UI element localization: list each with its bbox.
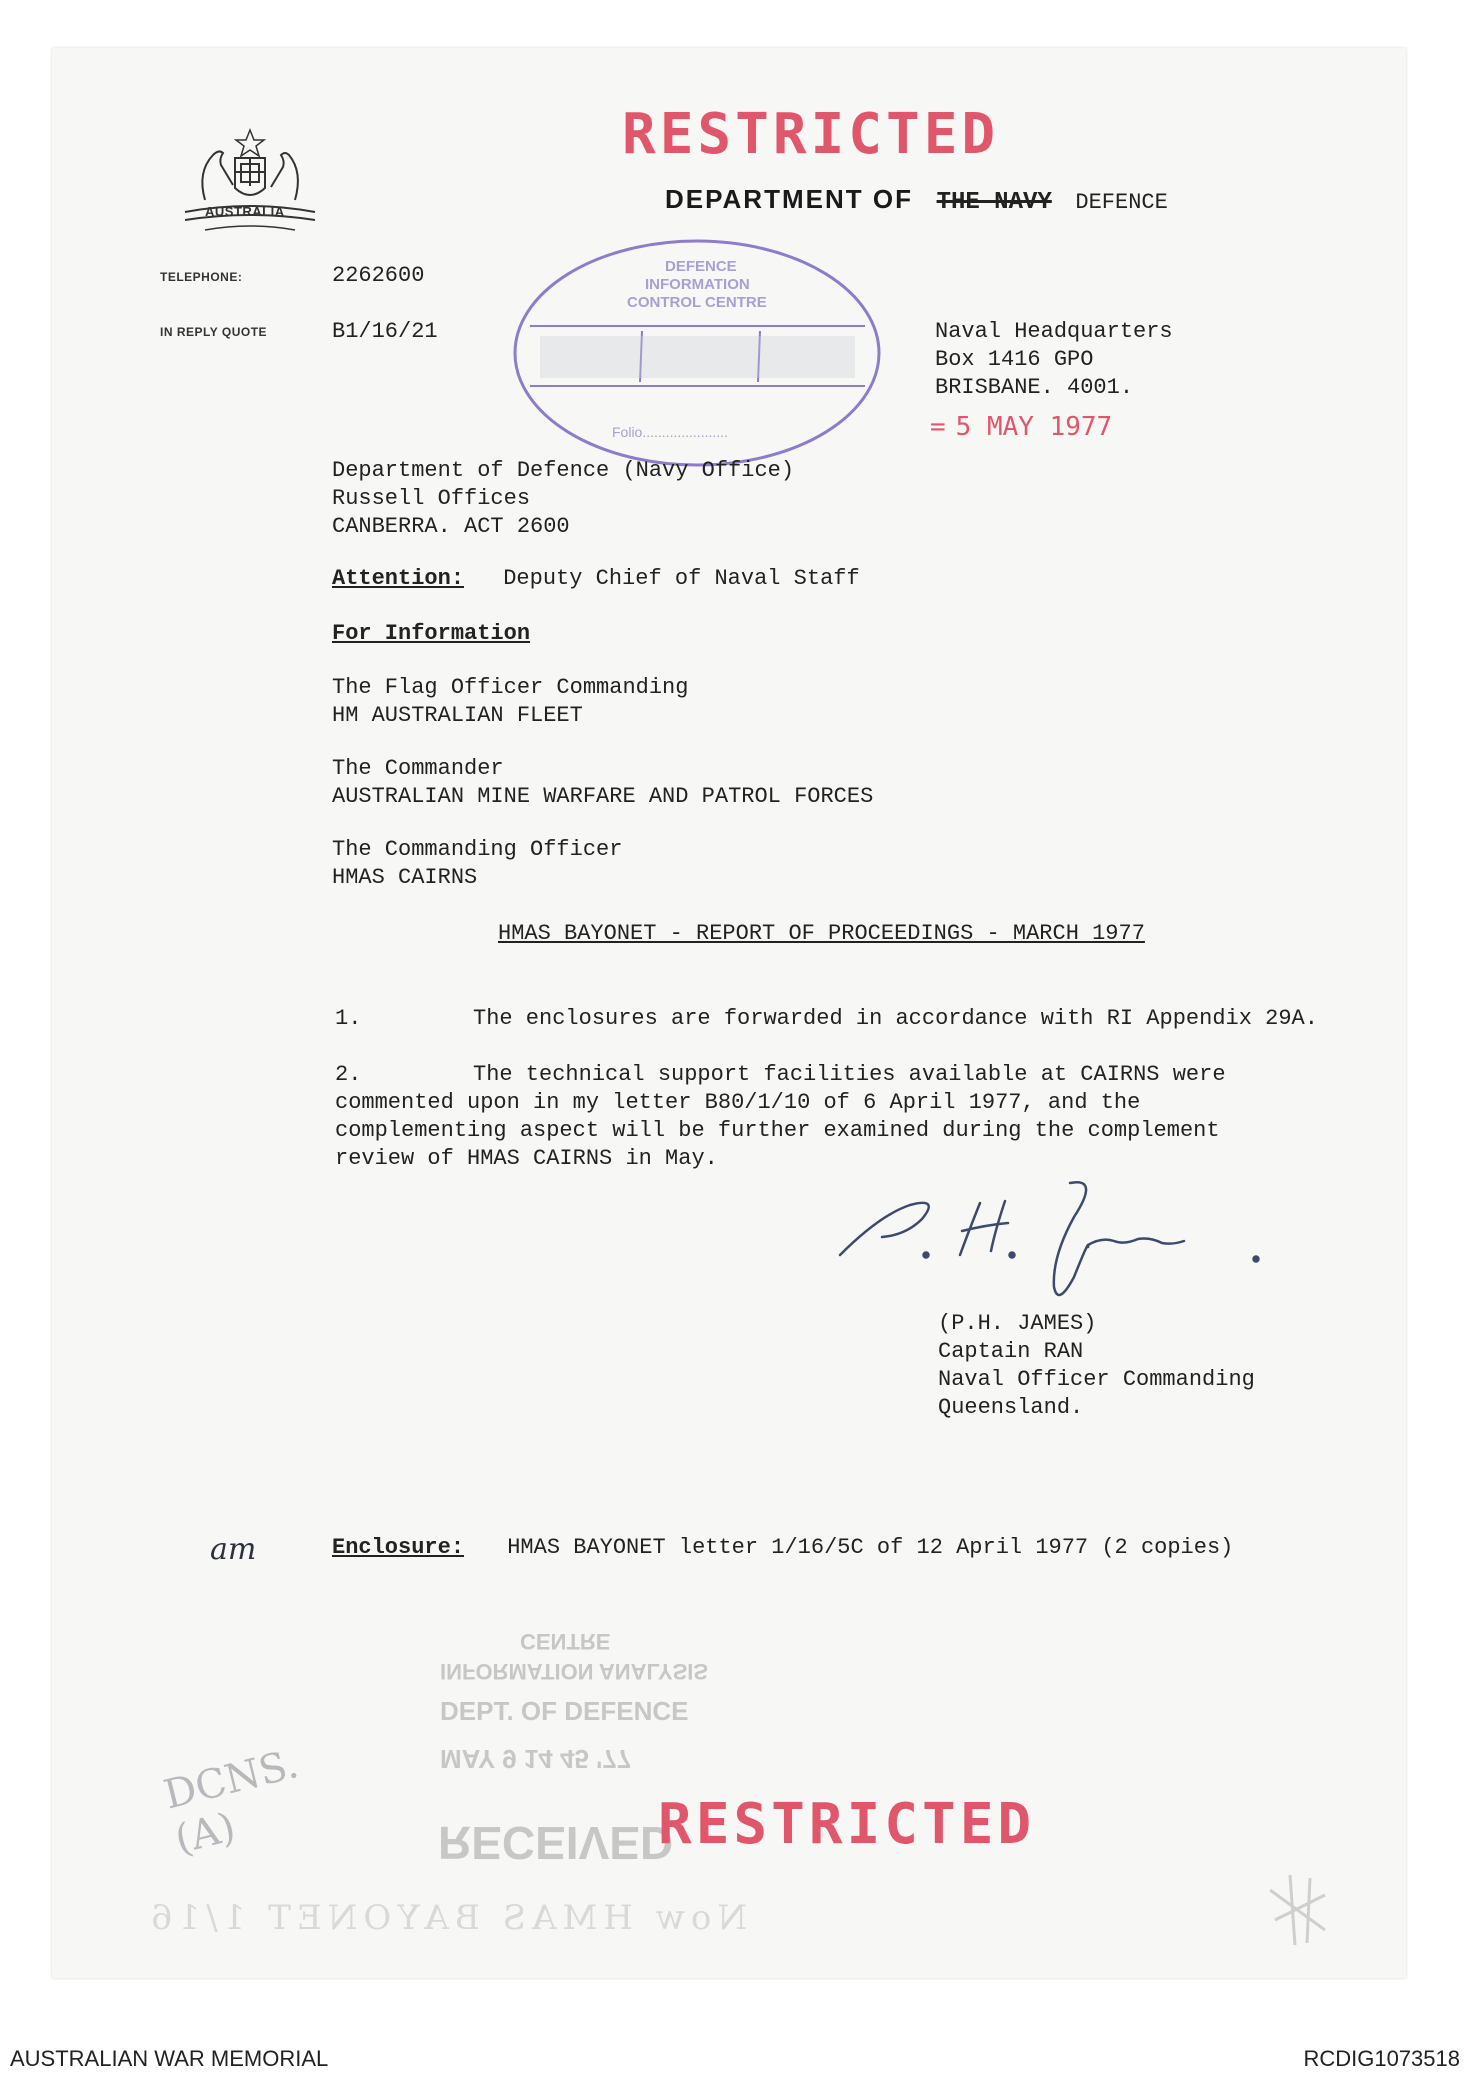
information-control-centre-stamp — [510, 236, 885, 471]
for-information-label: For Information — [332, 621, 531, 646]
recipient-line: Department of Defence (Navy Office) — [332, 458, 795, 483]
info-recipient-3 — [332, 836, 622, 892]
signature-block-line: (P.H. JAMES) — [938, 1311, 1097, 1336]
received-line: RECEIVED — [438, 1817, 674, 1869]
paragraph-1-text: The enclosures are forwarded in accordance with RI Appendix 29A. — [473, 1006, 1318, 1031]
received-line: CENTRE — [520, 1629, 611, 1654]
date-stamp-dash: = — [930, 412, 946, 442]
info-recipient-line: HMAS CAIRNS — [332, 865, 478, 890]
info-recipient-2 — [332, 755, 873, 811]
recipient-line: Russell Offices — [332, 486, 531, 511]
info-recipient-line: The Commander — [332, 756, 504, 781]
received-line: MAY 9 14 45 '77 — [440, 1744, 632, 1774]
telephone-label: TELEPHONE: — [160, 270, 243, 284]
stamp-folio: Folio...................... — [612, 424, 728, 440]
info-recipient-1 — [332, 674, 688, 730]
recipient-address — [332, 457, 794, 541]
restricted-stamp-bottom: RESTRICTED — [658, 1792, 1036, 1857]
telephone-value: 2262600 — [332, 263, 425, 288]
enclosure-value: HMAS BAYONET letter 1/16/5C of 12 April 1977 (2 copies) — [507, 1535, 1234, 1560]
subject-line: HMAS BAYONET - REPORT OF PROCEEDINGS - MARCH 1977 — [498, 921, 1145, 946]
attention-value: Deputy Chief of Naval Staff — [503, 566, 860, 591]
handwritten-signature — [830, 1175, 1270, 1305]
stamp-line-2: INFORMATION — [645, 276, 750, 293]
stamp-line-1: DEFENCE — [665, 258, 737, 275]
footer-archive-id: RCDIG1073518 — [1303, 2046, 1460, 2071]
signature-block-line: Naval Officer Commanding — [938, 1367, 1255, 1392]
received-line: INFORMATION ANALYSIS — [440, 1659, 709, 1684]
enclosure-label: Enclosure: — [332, 1535, 465, 1560]
bleed-through-scribble — [1260, 1870, 1340, 1950]
signature-block-line: Captain RAN — [938, 1339, 1084, 1364]
paragraph-2-line: review of HMAS CAIRNS in May. — [335, 1146, 718, 1171]
signature-scribble-icon — [830, 1175, 1270, 1305]
signature-block — [938, 1310, 1255, 1422]
paragraph-2-line: complementing aspect will be further examined during the complement — [335, 1118, 1220, 1143]
stamp-line-3: CONTROL CENTRE — [627, 294, 767, 311]
department-prefix: DEPARTMENT OF — [665, 184, 913, 214]
recipient-line: CANBERRA. ACT 2600 — [332, 514, 570, 539]
bleed-through-text: Now HMAS BAYONET 1/16 — [145, 1898, 748, 1938]
paragraph-2-number: 2. — [335, 1062, 362, 1087]
crest-label: AUSTRALIA — [205, 204, 285, 219]
paragraph-2-line-1: The technical support facilities available at CAIRNS were — [473, 1062, 1226, 1087]
attention-line — [332, 565, 860, 593]
paragraph-2-body — [335, 1089, 1220, 1173]
department-line — [665, 184, 1168, 217]
reply-quote-value: B1/16/21 — [332, 319, 438, 344]
sender-address — [935, 318, 1173, 402]
restricted-stamp-top: RESTRICTED — [622, 102, 1000, 167]
info-recipient-line: AUSTRALIAN MINE WARFARE AND PATROL FORCES — [332, 784, 874, 809]
enclosure-initials: am — [210, 1532, 257, 1567]
paragraph-1-number: 1. — [335, 1006, 362, 1031]
struck-word: THE NAVY — [936, 189, 1052, 216]
date-stamp-text: 5 MAY 1977 — [955, 412, 1113, 442]
attention-label: Attention: — [332, 566, 465, 591]
enclosure-line — [332, 1534, 1233, 1562]
footer-archive-name: AUSTRALIAN WAR MEMORIAL — [10, 2046, 329, 2071]
crest-emblem — [165, 120, 335, 240]
received-line: DEPT. OF DEFENCE — [440, 1696, 689, 1726]
sender-address-line: Naval Headquarters — [935, 319, 1173, 344]
sender-address-line: BRISBANE. 4001. — [935, 375, 1134, 400]
department-suffix: DEFENCE — [1075, 190, 1168, 215]
info-recipient-line: The Flag Officer Commanding — [332, 675, 689, 700]
scribble-mark-icon — [1260, 1870, 1340, 1950]
reply-quote-label: IN REPLY QUOTE — [160, 325, 268, 339]
info-recipient-line: The Commanding Officer — [332, 837, 623, 862]
date-stamp — [930, 412, 1112, 442]
paragraph-2-line: commented upon in my letter B80/1/10 of 6 April 1977, and the — [335, 1090, 1141, 1115]
signature-block-line: Queensland. — [938, 1395, 1084, 1420]
coat-of-arms-icon — [165, 120, 335, 240]
handwritten-dcns-note: DCNS. (A) — [159, 1740, 303, 1864]
info-recipient-line: HM AUSTRALIAN FLEET — [332, 703, 583, 728]
sender-address-line: Box 1416 GPO — [935, 347, 1094, 372]
